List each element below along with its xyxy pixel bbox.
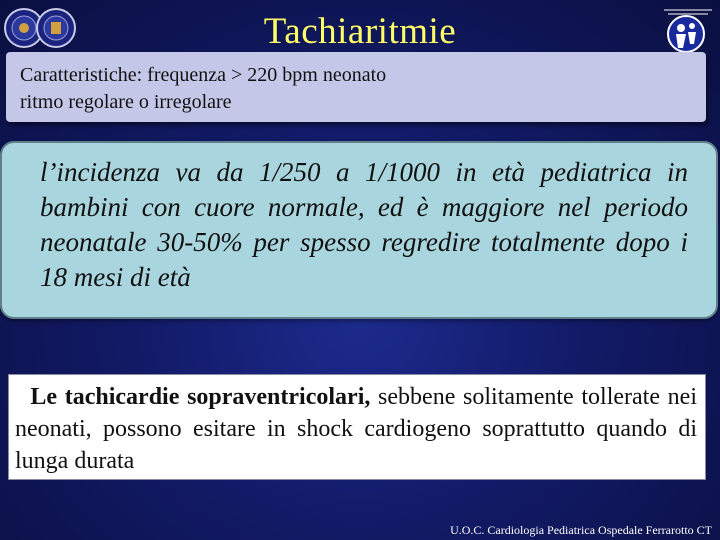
characteristics-line-1: Caratteristiche: frequenza > 220 bpm neonato	[20, 64, 387, 86]
characteristics-line-2: ritmo regolare o irregolare	[20, 91, 232, 113]
pediatric-cardiology-logo	[658, 4, 718, 54]
svt-bold-lead: Le tachicardie sopraventricolari,	[30, 384, 371, 410]
slide-title: Tachiaritmie	[263, 11, 457, 52]
footer-credit: U.O.C. Cardiologia Pediatrica Ospedale Ferrarotto CT	[450, 523, 712, 537]
incidence-box	[0, 141, 718, 319]
characteristics-box	[6, 52, 706, 122]
svt-box	[8, 374, 706, 480]
incidence-text: l’incidenza va da 1/250 a 1/1000 in età pediatrica in bambini con cuore normale, ed è maggiore nel periodo neonatale 30-50% per spesso regredire totalmente dopo i 18 mesi di età	[40, 157, 688, 292]
svt-text: sebbene solitamente tollerate nei neonati, possono esitare in shock cardiogeno soprattutto quando di lunga durata	[15, 384, 697, 474]
